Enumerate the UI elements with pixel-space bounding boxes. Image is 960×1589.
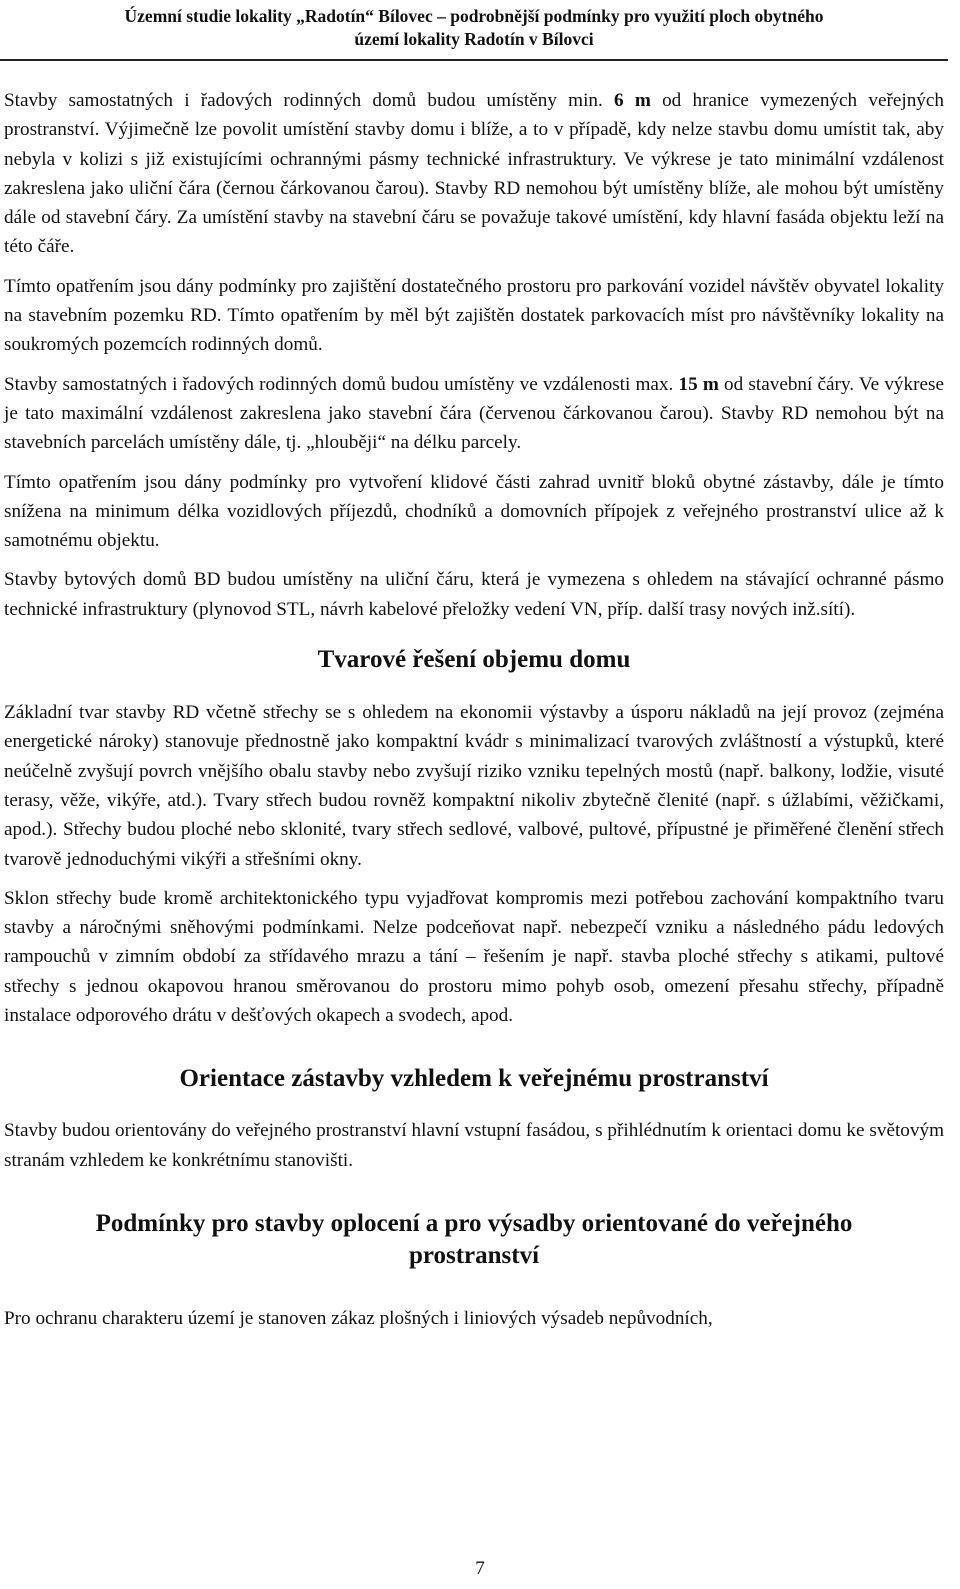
p3-text-c: od stavební čáry. Ve výkrese je tato maximální vzdálenost zakreslena jako stavební čára (červenou čárkovanou čarou). Stavby RD nemohou být na stavebních parcelách umístěny dále, tj. „hlouběji“ na délku parcely.	[4, 373, 945, 454]
header-title-line1: Územní studie lokality „Radotín“ Bílovec – podrobnější podmínky pro využití ploch obytného	[124, 6, 824, 26]
section-heading-shape: Tvarové řešení objemu domu	[317, 646, 631, 674]
p1-text-a: Stavby samostatných i řadových rodinných domů budou umístěny min.	[4, 90, 615, 111]
paragraph-building-shape: Základní tvar stavby RD včetně střechy se s ohledem na ekonomii výstavby a úsporu nákladů na její provoz (zejména energetické nároky) stanovuje přednostně jako kompaktní kvádr s minimalizací tvarových zvláštností a výstupků, které neúčelně zvyšují povrch vnějšího obalu stavby nebo zvyšují riziko vzniku tepelných mostů (např. balkony, lodžie, visuté terasy, věže, vikýře, atd.). Tvary střech budou rovněž kompaktní nikoliv zbytečně členité (např. s úžlabími, věžičkami, apod.). Střechy budou ploché nebo sklonité, tvary střech sedlové, valbové, pultové, přípustné je přiměřené členění střech tvarově jednoduchými vikýři a střešními okny.	[4, 702, 944, 870]
paragraph-min-distance	[4, 86, 944, 262]
paragraph-orientation: Stavby budou orientovány do veřejného prostranství hlavní vstupní fasádou, s přihlédnutím k orientaci domu ke světovým stranám vzhledem ke konkrétnímu stanovišti.	[4, 1120, 944, 1171]
paragraph-planting: Pro ochranu charakteru území je stanoven zákaz plošných i liniových výsadeb nepůvodních,	[4, 1307, 713, 1329]
paragraph-apartment-buildings: Stavby bytových domů BD budou umístěny na uliční čáru, která je vymezena s ohledem na stávající ochranné pásmo technické infrastruktury (plynovod STL, návrh kabelové přeložky vedení VN, příp. další trasy nových inž.sítí).	[4, 569, 944, 620]
p3-text-a: Stavby samostatných i řadových rodinných domů budou umístěny ve vzdálenosti max.	[4, 373, 679, 395]
header-divider	[0, 59, 948, 61]
paragraph-quiet-gardens: Tímto opatřením jsou dány podmínky pro vytvoření klidové části zahrad uvnitř bloků obytné zástavby, dále je tímto snížena na minimum délka vozidlových příjezdů, chodníků a domovních přípojek z veřejného prostranství ulice až k samotnému objektu.	[4, 471, 944, 552]
header-title-line2: území lokality Radotín v Bílovci	[354, 29, 594, 49]
min-distance-value: 6 m	[614, 90, 651, 111]
section-heading-orientation: Orientace zástavby vzhledem k veřejnému prostranství	[179, 1065, 769, 1093]
section-heading-fencing	[4, 1208, 944, 1272]
p1-text-c: od hranice vymezených veřejných prostranství. Výjimečně lze povolit umístění stavby domu i blíže, a to v případě, kdy nelze stavbu domu umístit tak, aby nebyla v kolizi s již existujícími ochrannými pásmy technické infrastruktury. Ve výkrese je tato minimální vzdálenost zakreslena jako uliční čára (černou čárkovanou čarou). Stavby RD nemohou být umístěny blíže, ale mohou být umístěny dále od stavební čáry. Za umístění stavby na stavební čáru se považuje takové umístění, kdy hlavní fasáda objektu leží na této čáře.	[4, 90, 945, 258]
fencing-heading-line2: prostranství	[408, 1241, 540, 1269]
page-number: 7	[475, 1558, 485, 1579]
document-page	[4, 0, 944, 1333]
fencing-heading-line1: Podmínky pro stavby oplocení a pro výsadby orientované do veřejného	[95, 1209, 853, 1237]
paragraph-roof-slope: Sklon střechy bude kromě architektonického typu vyjadřovat kompromis mezi potřebou zachování kompaktního tvaru stavby a náročnými sněhovými podmínkami. Nelze podceňovat např. nebezpečí vzniku a následného pádu ledových rampouchů v zimním období za střídavého mrazu a tání – řešením je např. stavba ploché střechy s atikami, pultové střechy s jednou okapovou hranou směrovanou do prostoru mimo pohyb osob, omezení přesahu střechy, případně instalace odporového drátu v dešťových okapech a svodech, apod.	[4, 887, 944, 1027]
paragraph-parking: Tímto opatřením jsou dány podmínky pro zajištění dostatečného prostoru pro parkování vozidel návštěv obyvatel lokality na stavebním pozemku RD. Tímto opatřením by měl být zajištěn dostatek parkovacích míst pro návštěvníky lokality na soukromých pozemcích rodinných domů.	[4, 275, 944, 356]
paragraph-max-distance	[4, 370, 944, 458]
max-distance-value: 15 m	[678, 373, 719, 395]
running-header	[4, 0, 944, 51]
